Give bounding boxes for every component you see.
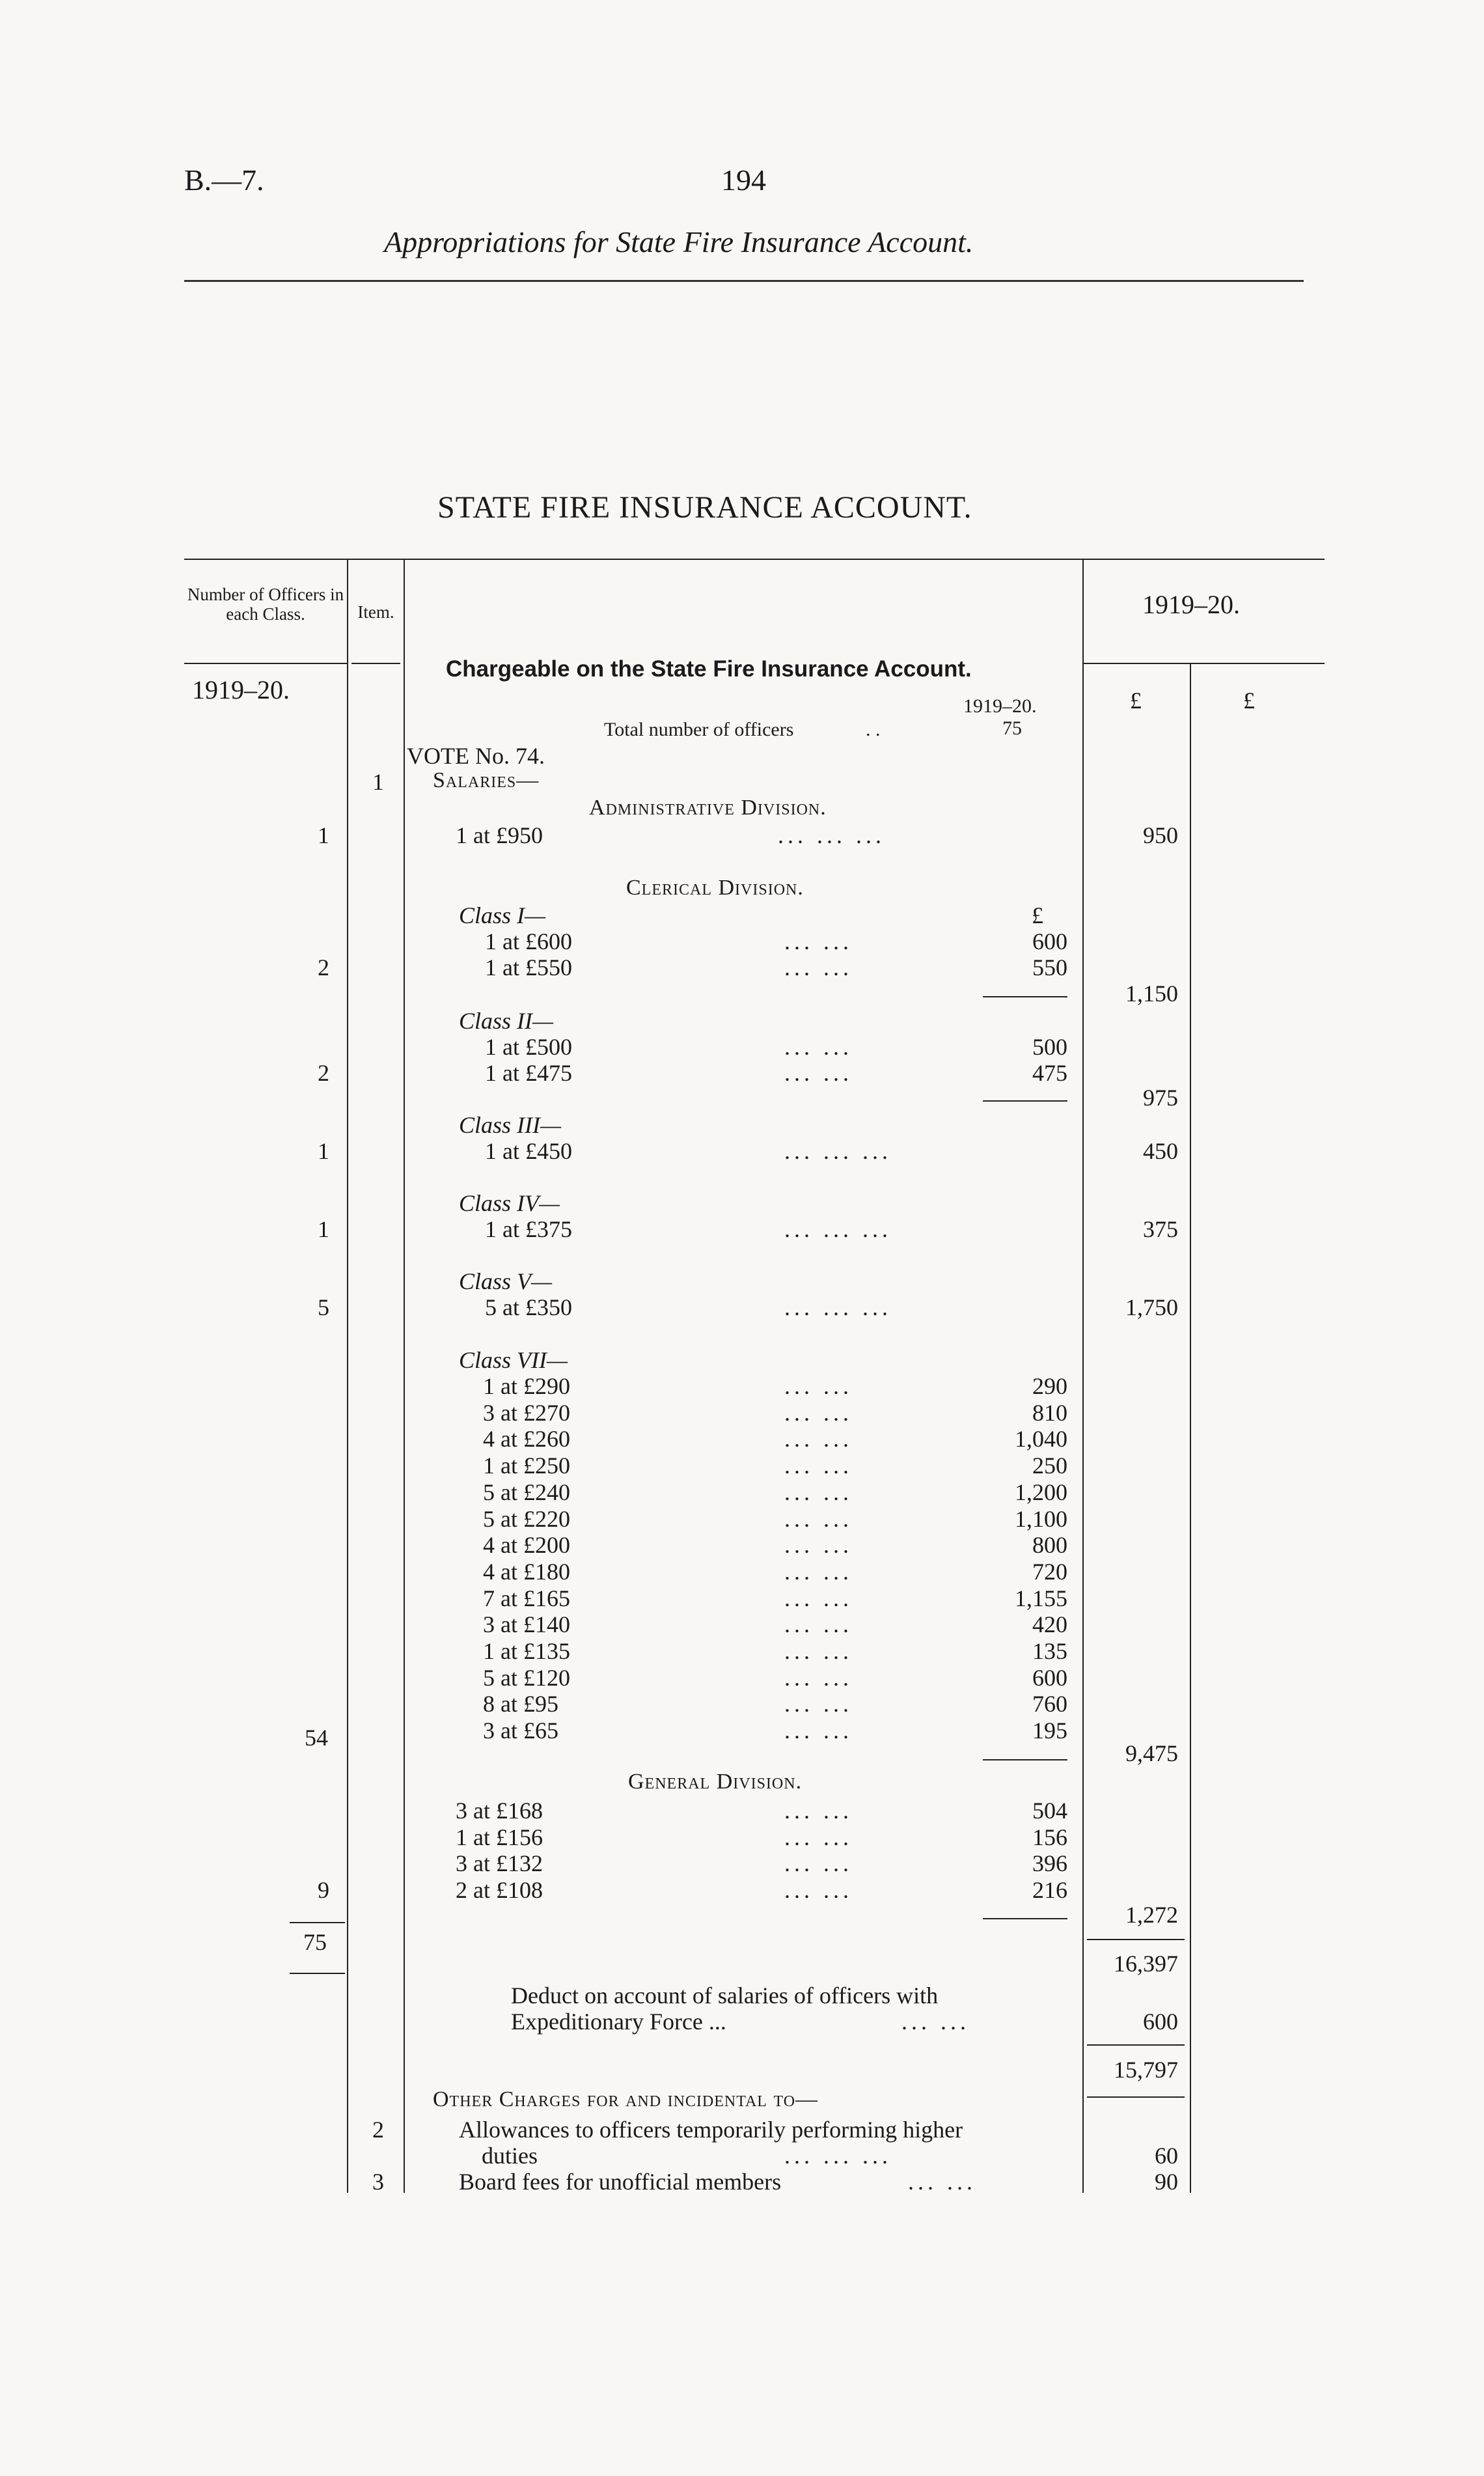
class7-leaders-13: ... ...	[784, 1691, 853, 1718]
class7-officers: 54	[305, 1725, 328, 1751]
total-officers-value: 75	[1002, 717, 1022, 739]
header-rule-officers	[184, 663, 347, 664]
clerical-heading: Clerical Division.	[626, 876, 804, 900]
class7-value-14: 195	[1032, 1718, 1067, 1744]
table-top-rule	[184, 559, 1325, 560]
total-officers-dots: . .	[866, 719, 881, 740]
class7-value-6: 1,100	[1015, 1505, 1067, 1532]
other-item-3-leaders: ... ...	[908, 2169, 976, 2195]
class7-subtotal-rule	[983, 1759, 1067, 1760]
general-total: 1,272	[1125, 1902, 1178, 1928]
page-title: STATE FIRE INSURANCE ACCOUNT.	[437, 490, 972, 525]
admin-total: 950	[1143, 822, 1178, 848]
document-code: B.—7.	[184, 163, 264, 197]
class5-label: Class V—	[459, 1268, 553, 1294]
officers-total-rule-bottom	[290, 1973, 345, 1974]
class7-leaders-14: ... ...	[784, 1718, 853, 1744]
class7-leaders-2: ... ...	[784, 1399, 853, 1426]
year-column-header: 1919–20.	[1142, 590, 1240, 619]
class7-value-5: 1,200	[1015, 1479, 1067, 1505]
col-divider-item	[404, 559, 405, 2193]
class2-value-1: 500	[1032, 1034, 1067, 1060]
class7-line-5: 5 at £240	[483, 1479, 570, 1505]
class7-leaders-1: ... ...	[784, 1373, 853, 1399]
vote-number: VOTE No. 74.	[407, 743, 545, 769]
other-item-2-value: 60	[1155, 2143, 1178, 2169]
deduct-line-1: Deduct on account of salaries of officers with	[511, 1982, 939, 2009]
class1-value-2: 550	[1032, 954, 1067, 981]
general-value-3: 396	[1032, 1850, 1067, 1877]
class7-total: 9,475	[1125, 1740, 1178, 1766]
general-heading: General Division.	[628, 1770, 803, 1794]
net-total-rule-bottom	[1087, 2096, 1185, 2098]
class1-officers: 2	[318, 954, 329, 981]
class7-line-4: 1 at £250	[483, 1453, 570, 1479]
other-item-3-value: 90	[1155, 2169, 1178, 2195]
class7-line-14: 3 at £65	[483, 1718, 558, 1744]
class7-leaders-7: ... ...	[784, 1532, 853, 1559]
admin-officers: 1	[318, 822, 329, 848]
class5-leaders: ... ... ...	[784, 1294, 892, 1320]
header-rule-year	[1082, 663, 1325, 664]
class1-leaders-1: ... ...	[784, 928, 853, 954]
deduct-leaders: ... ...	[901, 2009, 970, 2035]
item-column-header: Item.	[357, 602, 394, 622]
class7-value-7: 800	[1032, 1532, 1067, 1559]
class3-label: Class III—	[459, 1112, 562, 1138]
class1-leaders-2: ... ...	[784, 954, 853, 981]
salaries-item-number: 1	[372, 769, 384, 795]
class7-value-1: 290	[1032, 1373, 1067, 1399]
class7-value-2: 810	[1032, 1399, 1067, 1426]
class7-value-4: 250	[1032, 1453, 1067, 1479]
class7-value-8: 720	[1032, 1558, 1067, 1585]
page-number: 194	[721, 163, 766, 197]
deduct-line-2: Expeditionary Force ...	[511, 2009, 726, 2035]
class5-total: 1,750	[1125, 1294, 1178, 1320]
chargeable-heading: Chargeable on the State Fire Insurance Account.	[446, 656, 972, 682]
class1-pound: £	[1032, 902, 1043, 928]
class3-total: 450	[1143, 1138, 1178, 1164]
class4-label: Class IV—	[459, 1190, 560, 1216]
other-item-2-number: 2	[372, 2117, 384, 2143]
class2-subtotal-rule	[983, 1100, 1067, 1102]
class7-value-12: 600	[1032, 1664, 1067, 1691]
general-officers: 9	[318, 1877, 329, 1903]
class1-line-2: 1 at £550	[485, 954, 572, 981]
class7-line-10: 3 at £140	[483, 1611, 570, 1638]
class7-value-11: 135	[1032, 1638, 1067, 1664]
class2-total: 975	[1143, 1085, 1178, 1111]
general-line-4: 2 at £108	[456, 1877, 543, 1904]
officers-column-label: Number of Officers in each Class.	[187, 585, 344, 624]
other-item-2-leaders: ... ... ...	[784, 2143, 892, 2169]
class1-label: Class I—	[459, 902, 546, 928]
col-divider-detail	[1082, 559, 1084, 2193]
total-officers-year: 1919–20.	[963, 695, 1037, 717]
header-rule	[184, 280, 1304, 282]
general-line-1: 3 at £168	[456, 1798, 543, 1824]
class4-total: 375	[1143, 1216, 1178, 1242]
class7-value-13: 760	[1032, 1691, 1067, 1718]
class3-officers: 1	[318, 1138, 329, 1164]
class4-officers: 1	[318, 1216, 329, 1242]
officers-year: 1919–20.	[192, 675, 290, 704]
class7-line-7: 4 at £200	[483, 1532, 570, 1559]
col-divider-pounds	[1190, 663, 1191, 2193]
class2-line-1: 1 at £500	[485, 1034, 572, 1060]
class7-value-3: 1,040	[1015, 1426, 1067, 1453]
class7-line-12: 5 at £120	[483, 1664, 570, 1691]
officers-column-header	[184, 585, 347, 624]
class1-line-1: 1 at £600	[485, 928, 572, 954]
class7-line-13: 8 at £95	[483, 1691, 558, 1718]
general-value-1: 504	[1032, 1798, 1067, 1824]
class7-value-9: 1,155	[1015, 1585, 1067, 1611]
pound-symbol-2: £	[1243, 688, 1255, 714]
other-item-2-line-1: Allowances to officers temporarily performing higher	[459, 2117, 963, 2143]
class7-line-3: 4 at £260	[483, 1426, 570, 1453]
general-leaders-4: ... ...	[784, 1877, 853, 1904]
general-value-2: 156	[1032, 1824, 1067, 1850]
deduct-value: 600	[1143, 2009, 1178, 2035]
admin-line: 1 at £950	[456, 822, 543, 848]
class1-subtotal-rule	[983, 996, 1067, 997]
officers-total: 75	[303, 1929, 327, 1955]
class7-leaders-6: ... ...	[784, 1505, 853, 1532]
class3-line: 1 at £450	[485, 1138, 572, 1164]
general-line-2: 1 at £156	[456, 1824, 543, 1850]
other-item-3-line-1: Board fees for unofficial members	[459, 2169, 782, 2195]
general-leaders-1: ... ...	[784, 1798, 853, 1824]
officers-total-rule-top	[290, 1922, 345, 1923]
class2-label: Class II—	[459, 1008, 554, 1034]
class7-leaders-8: ... ...	[784, 1558, 853, 1585]
pound-symbol-1: £	[1130, 688, 1142, 714]
class7-line-11: 1 at £135	[483, 1638, 570, 1664]
class7-leaders-11: ... ...	[784, 1638, 853, 1664]
col-divider-officers	[347, 559, 348, 2193]
class7-leaders-12: ... ...	[784, 1664, 853, 1691]
class7-leaders-9: ... ...	[784, 1585, 853, 1611]
net-total-rule-top	[1087, 2044, 1185, 2046]
class3-leaders: ... ... ...	[784, 1138, 892, 1164]
general-line-3: 3 at £132	[456, 1850, 543, 1877]
general-leaders-2: ... ...	[784, 1824, 853, 1850]
class2-line-2: 1 at £475	[485, 1060, 572, 1086]
gross-total-rule	[1087, 1939, 1185, 1940]
class7-line-9: 7 at £165	[483, 1585, 570, 1611]
class7-leaders-4: ... ...	[784, 1453, 853, 1479]
class2-value-2: 475	[1032, 1060, 1067, 1086]
class7-line-8: 4 at £180	[483, 1558, 570, 1585]
other-item-2-line-2: duties	[482, 2143, 538, 2169]
admin-heading: Administrative Division.	[589, 796, 827, 820]
gross-total: 16,397	[1114, 1951, 1178, 1977]
class7-leaders-10: ... ...	[784, 1611, 853, 1638]
class2-leaders-1: ... ...	[784, 1034, 853, 1060]
general-leaders-3: ... ...	[784, 1850, 853, 1877]
total-officers-label: Total number of officers	[604, 719, 794, 740]
page-subtitle: Appropriations for State Fire Insurance Account.	[384, 225, 974, 258]
admin-leaders: ... ... ...	[778, 822, 885, 848]
class2-leaders-2: ... ...	[784, 1060, 853, 1086]
class1-total: 1,150	[1125, 981, 1178, 1007]
class2-officers: 2	[318, 1060, 329, 1086]
header-rule-item	[351, 663, 400, 664]
class4-line: 1 at £375	[485, 1216, 572, 1242]
class7-line-2: 3 at £270	[483, 1399, 570, 1426]
class1-value-1: 600	[1032, 928, 1067, 954]
class7-label: Class VII—	[459, 1347, 568, 1373]
class5-officers: 5	[318, 1294, 329, 1320]
class4-leaders: ... ... ...	[784, 1216, 892, 1242]
net-total: 15,797	[1114, 2057, 1178, 2083]
general-value-4: 216	[1032, 1877, 1067, 1904]
general-subtotal-rule	[983, 1918, 1067, 1919]
class7-value-10: 420	[1032, 1611, 1067, 1638]
salaries-label: Salaries—	[433, 768, 540, 792]
class7-line-1: 1 at £290	[483, 1373, 570, 1399]
other-item-3-number: 3	[372, 2169, 384, 2195]
class7-leaders-5: ... ...	[784, 1479, 853, 1505]
class5-line: 5 at £350	[485, 1294, 572, 1320]
other-charges-heading: Other Charges for and incidental to—	[433, 2087, 819, 2111]
class7-leaders-3: ... ...	[784, 1426, 853, 1453]
class7-line-6: 5 at £220	[483, 1505, 570, 1532]
